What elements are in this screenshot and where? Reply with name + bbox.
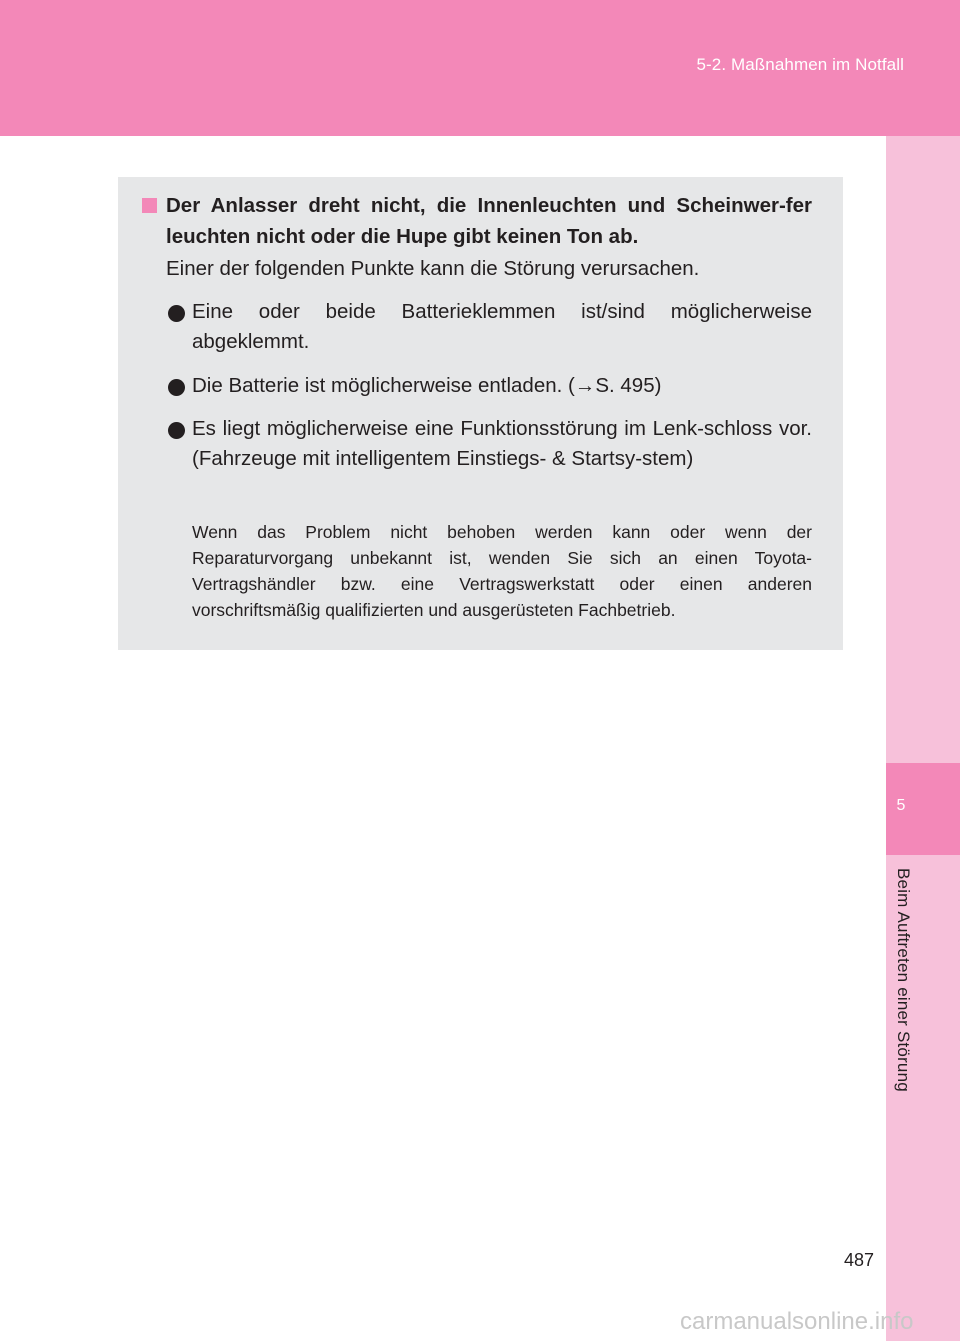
list-item (166, 414, 812, 474)
bullet-dot-icon (168, 305, 185, 322)
note-small-print: Wenn das Problem nicht behoben werden kann oder wenn der Reparaturvorgang unbekannt ist, wenden Sie sich an einen Toyota-Vertragshändler bzw. eine Vertragswerkstatt oder einen anderen vorschriftsmäßig qualifizierten und ausgerüsteten Fachbetrieb. (192, 522, 812, 620)
page-number: 487 (843, 1250, 874, 1270)
note-box (118, 177, 843, 650)
list-item-text: Eine oder beide Batterieklemmen ist/sind möglicherweise abgeklemmt. (192, 300, 812, 353)
square-bullet-icon (142, 198, 157, 213)
list-item (166, 371, 812, 401)
list-item (166, 297, 812, 357)
chapter-side-tab (886, 136, 960, 1341)
list-item-text: Die Batterie ist möglicherweise entladen. (→S. 495) (192, 374, 662, 397)
section-title: 5-2. Maßnahmen im Notfall (696, 55, 904, 74)
bullet-dot-icon (168, 379, 185, 396)
chapter-title: Beim Auftreten einer Störung (894, 868, 913, 1092)
chapter-number-box (886, 763, 960, 855)
bullet-dot-icon (168, 422, 185, 439)
chapter-number: 5 (896, 797, 906, 814)
page-header (0, 0, 960, 136)
note-heading: Der Anlasser dreht nicht, die Innenleuchten und Scheinwer-fer leuchten nicht oder die Hupe gibt keinen Ton ab. (166, 194, 812, 248)
note-intro: Einer der folgenden Punkte kann die Störung verursachen. (166, 257, 700, 280)
watermark: carmanualsonline.info (680, 1308, 914, 1335)
list-item-text: Es liegt möglicherweise eine Funktionsstörung im Lenk-schloss vor. (Fahrzeuge mit intelligentem Einstiegs- & Startsy-stem) (192, 417, 812, 470)
